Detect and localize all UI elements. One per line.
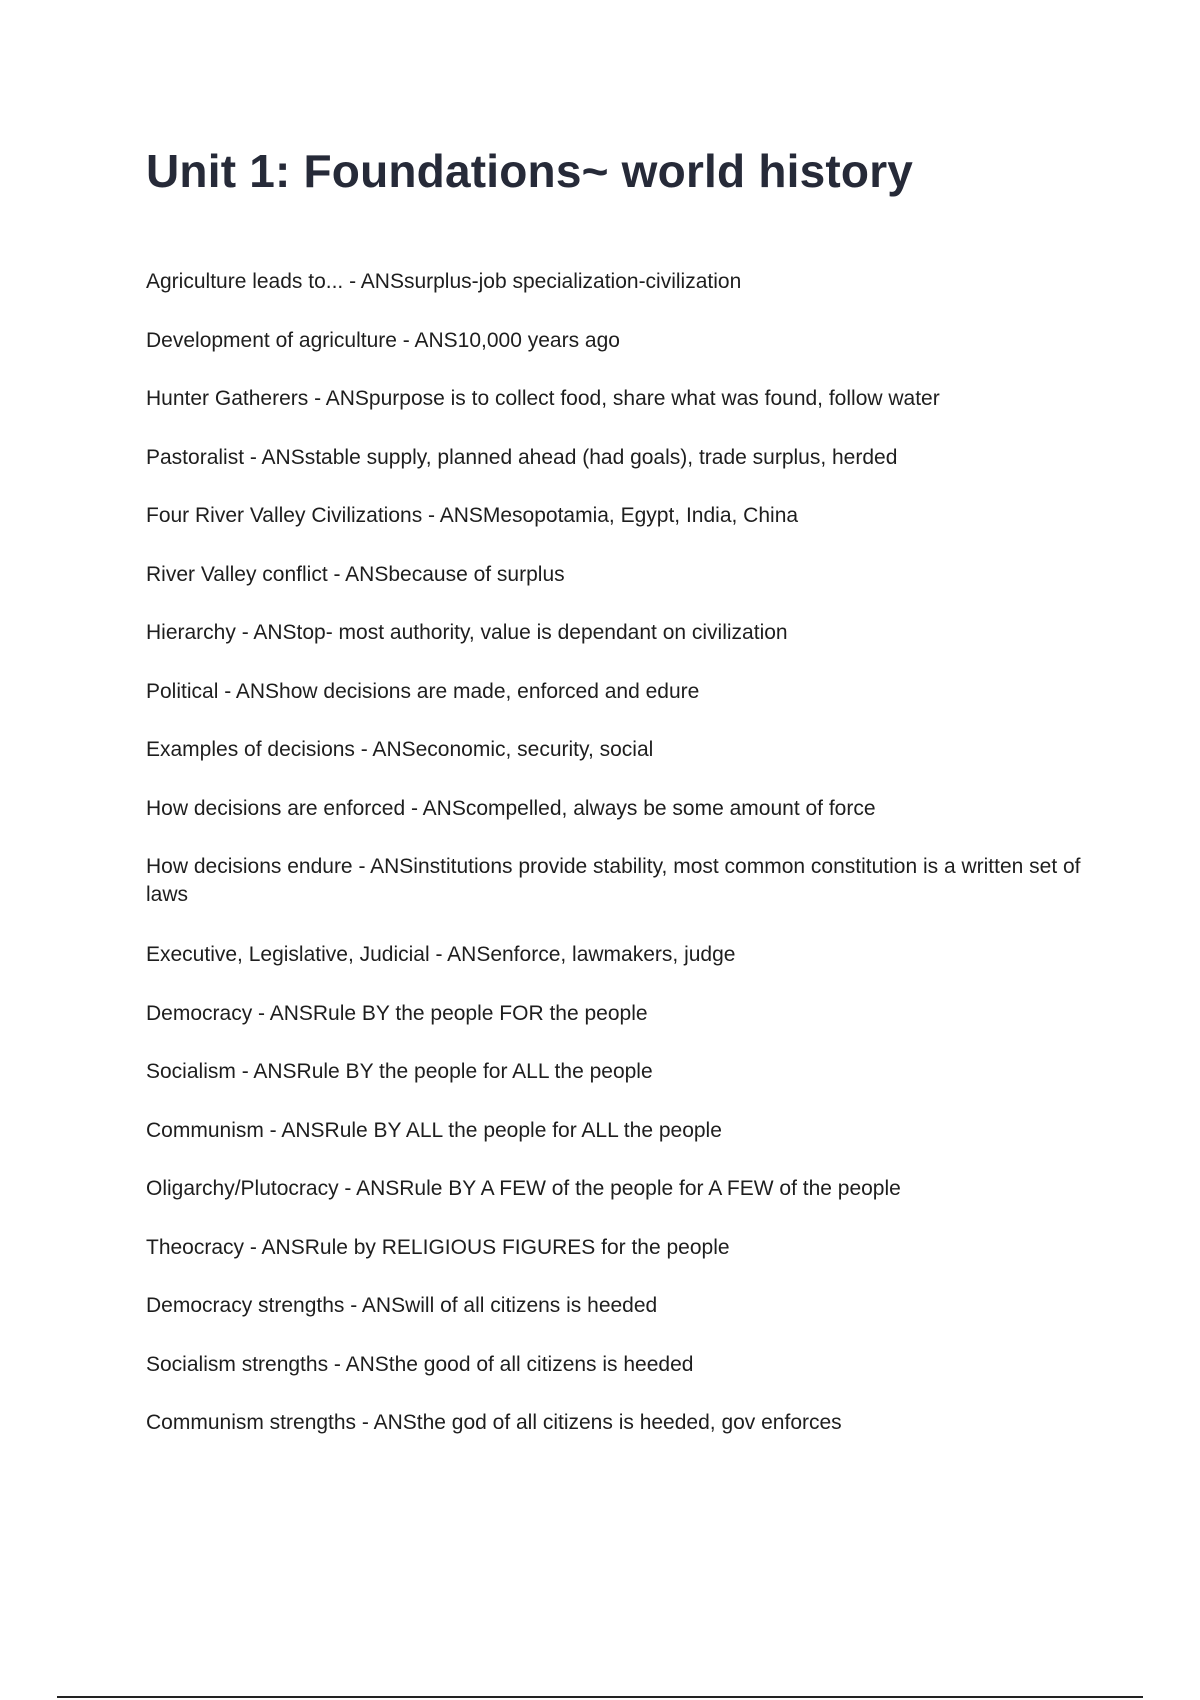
list-item: How decisions endure - ANSinstitutions provide stability, most common constitution is a written set of laws [146, 855, 1081, 906]
list-item: Hunter Gatherers - ANSpurpose is to collect food, share what was found, follow water [146, 387, 940, 410]
page-title: Unit 1: Foundations~ world history [146, 145, 914, 197]
list-item: Theocracy - ANSRule by RELIGIOUS FIGURES for the people [146, 1235, 730, 1259]
list-item: Socialism - ANSRule BY the people for ALL the people [146, 1060, 653, 1083]
list-item: Oligarchy/Plutocracy - ANSRule BY A FEW of the people for A FEW of the people [146, 1177, 901, 1200]
list-item: Democracy strengths - ANSwill of all citizens is heeded [146, 1294, 658, 1317]
flashcard-list [146, 268, 1086, 1468]
footer-divider [57, 1696, 1143, 1698]
list-item: Communism - ANSRule BY ALL the people for ALL the people [146, 1118, 722, 1142]
list-item: Democracy - ANSRule BY the people FOR the people [146, 1001, 648, 1025]
list-item: River Valley conflict - ANSbecause of surplus [146, 562, 565, 586]
list-item: Executive, Legislative, Judicial - ANSenforce, lawmakers, judge [146, 943, 736, 966]
list-item: Communism strengths - ANSthe god of all citizens is heeded, gov enforces [146, 1411, 842, 1434]
list-item: Examples of decisions - ANSeconomic, security, social [146, 738, 654, 761]
list-item: Socialism strengths - ANSthe good of all citizens is heeded [146, 1352, 694, 1376]
list-item: Hierarchy - ANStop- most authority, value is dependant on civilization [146, 621, 788, 644]
list-item: Political - ANShow decisions are made, enforced and edure [146, 679, 700, 703]
list-item: How decisions are enforced - ANScompelled, always be some amount of force [146, 796, 876, 820]
list-item: Agriculture leads to... - ANSsurplus-job specialization-civilization [146, 270, 742, 293]
list-item: Development of agriculture - ANS10,000 years ago [146, 328, 620, 352]
list-item: Four River Valley Civilizations - ANSMesopotamia, Egypt, India, China [146, 504, 799, 527]
list-item: Pastoralist - ANSstable supply, planned ahead (had goals), trade surplus, herded [146, 445, 898, 469]
